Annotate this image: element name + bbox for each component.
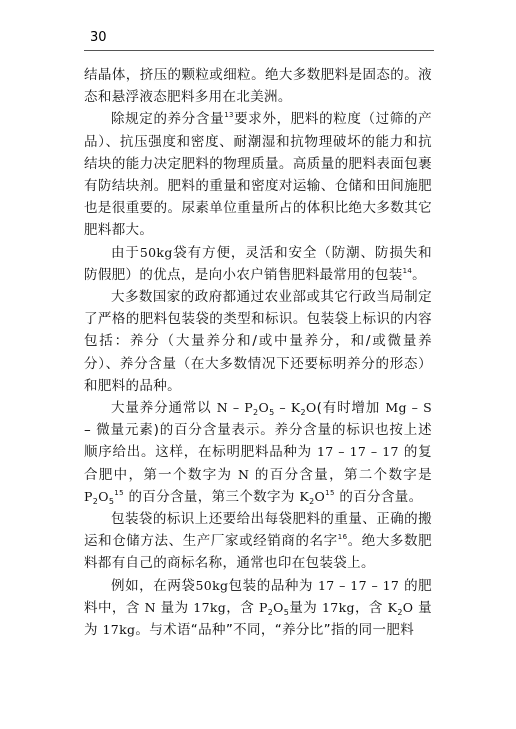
formula-text: 17kg xyxy=(193,599,227,615)
paragraph-p2 xyxy=(84,108,432,241)
text-run: 。与术语“品种”不同，“养分比”指的同一肥料 xyxy=(135,622,415,639)
text-run: 量为 xyxy=(289,599,322,616)
subscript: 2 xyxy=(397,607,403,617)
subscript: 2 xyxy=(309,496,315,506)
text-run: 的复合肥中，第一个数字为 xyxy=(84,444,433,483)
paragraph-p5 xyxy=(84,397,432,508)
text-run: 。绝大多数肥料都有自己的商标名称，通常也印在包装袋上。 xyxy=(84,533,432,572)
text-run: 袋有方便，灵活和安全（防潮、防损失和防假肥）的优点，是向小农户销售肥料最常用的包装 xyxy=(84,244,432,283)
formula-text: 50kg xyxy=(139,244,173,260)
paragraph-p6 xyxy=(84,508,432,575)
subscript: 2 xyxy=(300,408,306,418)
body-text xyxy=(84,64,432,641)
formula-text: O xyxy=(305,400,317,416)
header-rule xyxy=(84,50,434,51)
text-run: 例如，在两袋 xyxy=(111,577,196,594)
formula-text: N xyxy=(144,599,156,615)
text-run: 要求外，肥料的粒度（过筛的产品）、抗压强度和密度、耐潮湿和抗物理破坏的能力和抗结块的能力决定肥料的物理质量。高质量的肥料表面包裹有防结块剂。肥料的重量和密度对运输、仓储和田间施肥也是很重要的。尿素单位重量所占的体积比绝大多数其它肥料都大。 xyxy=(84,111,432,239)
paragraph-p3 xyxy=(84,242,432,286)
formula-text: – K xyxy=(274,400,301,416)
formula-text: 17kg xyxy=(321,599,355,615)
subscript: 5 xyxy=(269,408,275,418)
text-run: 的百分含量。 xyxy=(334,488,423,505)
formula-text: N – P xyxy=(216,400,254,416)
formula-text: O xyxy=(273,599,284,615)
formula-text: Mg – S xyxy=(385,400,432,416)
formula-text: P xyxy=(84,488,93,504)
formula-text: K xyxy=(387,599,398,615)
text-run: 。 xyxy=(412,266,427,283)
text-run: 大量养分通常以 xyxy=(111,400,217,417)
text-run: 包装袋的标识上还要给出每袋肥料的重量、正确的搬运和仓储方法、生产厂家或经销商的名字 xyxy=(84,511,432,550)
paragraph-p4 xyxy=(84,286,432,397)
subscript: 2 xyxy=(267,607,274,617)
text-run: 量为 xyxy=(84,599,433,639)
text-run: 包装的品种为 xyxy=(228,577,318,594)
text-run: 量为 xyxy=(155,599,194,616)
formula-text: 17 – 17 – 17 xyxy=(317,577,400,593)
formula-text: 50kg xyxy=(195,577,229,593)
text-run: 大多数国家的政府都通过农业部或其它行政当局制定了严格的肥料包装袋的类型和标识。包装袋上标识的内容包括：养分（大量养分和/或中量养分，和/或微量养分）、养分含量（在大多数情况下还要标明养分的形态）和肥料的品种。 xyxy=(84,289,432,394)
formula-text: K xyxy=(299,488,310,504)
text-run: ，含 xyxy=(354,599,388,616)
text-run: 的百分含量，第三个数字为 xyxy=(123,488,300,505)
text-run: ，含 xyxy=(226,599,259,616)
subscript: 5 xyxy=(283,607,290,617)
text-run: 结晶体，挤压的颗粒或细粒。绝大多数肥料是固态的。液态和悬浮液态肥料多用在北美洲。 xyxy=(84,67,432,106)
subscript: 5 xyxy=(108,496,115,506)
footnote-ref: 15 xyxy=(325,488,335,497)
paragraph-p7 xyxy=(84,575,432,642)
text-run: 除规定的养分含量 xyxy=(111,111,225,128)
formula-text: O xyxy=(98,488,109,504)
page-number: 30 xyxy=(90,30,107,45)
footnote-ref: 16 xyxy=(337,533,348,542)
formula-text: 17 – 17 – 17 xyxy=(316,444,399,460)
subscript: 2 xyxy=(253,408,259,418)
footnote-ref: 14 xyxy=(402,266,413,275)
text-run: (有时增加 xyxy=(316,400,386,417)
text-run: 由于 xyxy=(111,244,140,261)
formula-text: P xyxy=(258,599,268,615)
footnote-ref: 13 xyxy=(224,111,234,120)
formula-text: 17kg xyxy=(102,622,136,638)
paragraph-p1 xyxy=(84,64,432,108)
formula-text: O xyxy=(402,599,414,615)
footnote-ref: 15 xyxy=(114,488,124,497)
formula-text: O xyxy=(258,400,270,416)
text-run: 的肥料中，含 xyxy=(84,577,433,616)
text-run: 的百分含量，第二个数字是 xyxy=(249,466,432,483)
subscript: 2 xyxy=(92,496,99,506)
formula-text: O xyxy=(314,488,326,504)
formula-text: N xyxy=(238,466,250,482)
text-run: – 微量元素)的百分含量表示。养分含量的标识也按上述顺序给出。这样，在标明肥料品种为 xyxy=(84,422,432,461)
